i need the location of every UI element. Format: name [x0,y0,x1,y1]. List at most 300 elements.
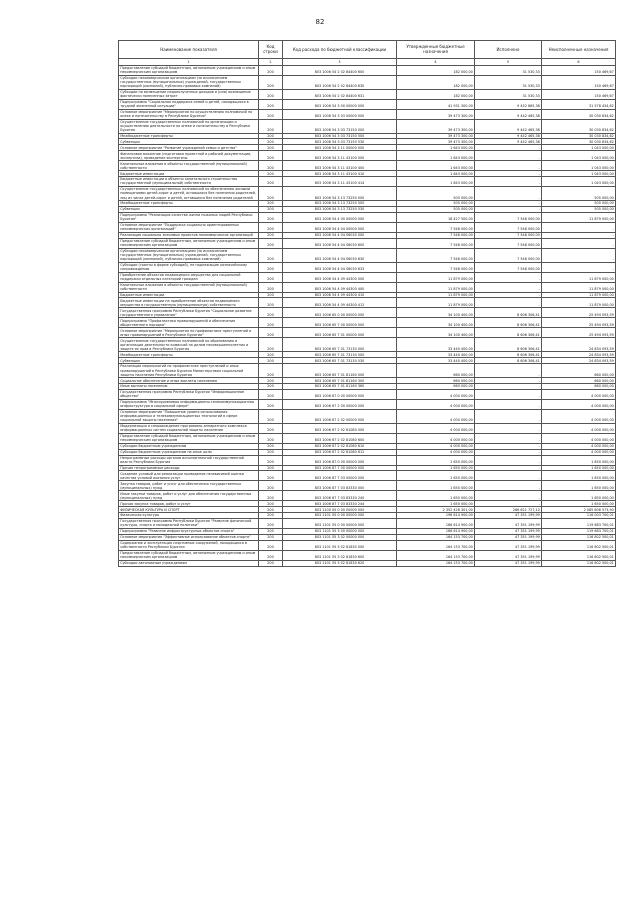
row-executed: 9 452 865,38 [475,99,542,109]
row-code: 200 [259,501,283,507]
row-approved: 164 153 700,00 [397,534,475,540]
row-remaining: 30 030 834,62 [542,133,616,139]
row-approved: 4 000 000,00 [397,449,475,455]
row-remaining: 660 000,00 [542,384,616,390]
row-classification: 803 1006 54 3 11 43100 400 [283,161,397,171]
row-code: 200 [259,378,283,384]
row-approved: 7 548 000,00 [397,222,475,232]
column-index: 6 [542,58,616,65]
row-classification: 803 1006 54 4 04 S6030 633 [283,262,397,272]
row-executed: - [475,282,542,292]
row-remaining: 30 030 834,62 [542,119,616,133]
table-row [119,409,616,423]
row-approved: 34 100 400,00 [397,328,475,338]
row-executed: 9 442 465,38 [475,139,542,145]
row-code: 200 [259,364,283,378]
row-executed: 31 530,33 [475,89,542,99]
row-approved: 166 614 900,00 [397,528,475,534]
row-code: 200 [259,471,283,481]
row-name: Субсидии бюджетным учреждениям [119,443,259,449]
row-code: 200 [259,145,283,151]
row-name: Осуществление государственных полномочий по организации и осуществлению деятельности по опеке и попечительству в Республике Бурятия [119,119,259,133]
table-row [119,119,616,133]
table-row [119,318,616,328]
row-executed: 8 606 306,41 [475,318,542,328]
table-row [119,491,616,501]
row-approved: 1 650 000,00 [397,481,475,491]
row-remaining: 25 494 093,59 [542,318,616,328]
row-executed: 47 351 199,99 [475,528,542,534]
row-executed: 47 351 199,99 [475,560,542,566]
row-name: Государственная программа Республики Бурятия "Информационное общество" [119,389,259,399]
row-name: Модернизация и сопровождение программно-аппаратного комплекса информационных систем социальной защиты населения [119,423,259,433]
row-approved: 1 643 000,00 [397,171,475,177]
row-approved: 166 614 900,00 [397,518,475,528]
row-executed: 47 351 199,99 [475,540,542,550]
row-code: 200 [259,352,283,358]
row-code: 200 [259,65,283,75]
row-code: 200 [259,232,283,238]
row-approved: 11 879 000,00 [397,282,475,292]
row-name: Основное мероприятие "Мероприятия по профилактике преступлений и иных правонарушений в Республике Бурятия" [119,328,259,338]
table-row [119,75,616,89]
row-classification: 803 1006 65 7 01 81160 360 [283,384,397,390]
table-row [119,151,616,161]
table-row [119,282,616,292]
row-name: Подпрограмма "Реализация качества жизни пожилых людей Республики Бурятия" [119,212,259,222]
row-remaining: - [542,238,616,248]
row-classification: 803 1101 55 0 00 00000 000 [283,518,397,528]
row-name: ФИЗИЧЕСКАЯ КУЛЬТУРА И СПОРТ [119,507,259,513]
table-row [119,238,616,248]
row-approved: 1 643 000,00 [397,151,475,161]
row-code: 200 [259,443,283,449]
row-name: Основное мероприятие "Развитие учреждений семьи и детства" [119,145,259,151]
row-executed: 9 442 465,38 [475,109,542,119]
row-code: 200 [259,465,283,471]
row-remaining: 11 879 000,00 [542,272,616,282]
row-code: 200 [259,540,283,550]
row-name: Подпрограмма "Многоуровневая информационно-телекоммуникационная инфраструктура в социальной сфере" [119,399,259,409]
row-name: Реализация социально значимых проектов некоммерческих организаций [119,232,259,238]
row-classification: 803 1100 00 0 00 00000 000 [283,507,397,513]
row-remaining: 11 879 000,00 [542,292,616,298]
row-classification: 803 1006 65 7 01 00000 000 [283,328,397,338]
table-row [119,99,616,109]
row-approved: 11 879 000,00 [397,298,475,308]
row-classification: 803 1006 54 3 03 73150 000 [283,119,397,133]
row-remaining: 31 578 434,62 [542,99,616,109]
row-classification: 803 1006 65 7 01 73130 000 [283,338,397,352]
row-approved: 1 650 000,00 [397,465,475,471]
row-executed: - [475,177,542,187]
row-classification: 803 1006 54 3 11 43100 000 [283,151,397,161]
row-name: Государственная программа Республики Бурятия "Социальное развитие государственного управления" [119,308,259,318]
row-approved: 4 000 000,00 [397,433,475,443]
row-approved: 2 352 428 301,00 [397,507,475,513]
row-approved: 39 473 300,00 [397,119,475,133]
row-remaining: 1 043 000,00 [542,151,616,161]
row-executed: - [475,298,542,308]
row-name: Подпрограмма "Профилактика правонарушений и обеспечение общественного порядка" [119,318,259,328]
row-approved: 660 000,00 [397,378,475,384]
row-approved: 39 473 300,00 [397,139,475,145]
row-remaining: 1 650 000,00 [542,501,616,507]
row-remaining: 116 802 500,01 [542,540,616,550]
row-code: 200 [259,518,283,528]
row-executed: - [475,449,542,455]
row-executed: 31 530,33 [475,75,542,89]
row-approved: 18 427 500,00 [397,212,475,222]
row-classification: 803 1006 54 4 00 00000 000 [283,212,397,222]
row-approved: 34 100 400,00 [397,318,475,328]
row-executed: 31 530,33 [475,65,542,75]
row-name: Осуществление государственных полномочий по образованию и организации деятельности комиссий по делам несовершеннолетних и защите их прав в Республике Бурятия [119,338,259,352]
row-code: 200 [259,206,283,212]
row-name: Субсидии некоммерческим организациям (за исключением государственных (муниципальных) учреждений, государственных корпораций (компаний), публично-правовых компаний) [119,248,259,262]
row-approved: 1 650 000,00 [397,501,475,507]
row-remaining: 30 030 834,62 [542,109,616,119]
row-remaining: 4 000 000,00 [542,443,616,449]
row-remaining: 4 000 000,00 [542,399,616,409]
row-approved: 7 548 000,00 [397,232,475,238]
row-name: Бюджетные инвестиции в объекты капитального строительства государственной (муниципальной) собственности [119,177,259,187]
row-code: 200 [259,481,283,491]
row-approved: 4 000 000,00 [397,389,475,399]
row-classification: 803 1006 54 3 13 73250 000 [283,186,397,200]
row-remaining: 2 085 806 573,90 [542,507,616,513]
row-remaining: 4 000 000,00 [542,449,616,455]
row-code: 200 [259,139,283,145]
table-row [119,364,616,378]
table-row [119,550,616,560]
row-code: 200 [259,186,283,200]
header-executed: Исполнено [475,41,542,59]
row-classification: 803 1006 54 4 09 44300 412 [283,298,397,308]
row-remaining: 150 469,67 [542,65,616,75]
row-approved: 33 440 400,00 [397,338,475,352]
row-code: 200 [259,455,283,465]
row-remaining: 116 802 500,01 [542,560,616,566]
table-row [119,109,616,119]
row-name: Субсидии бюджетным учреждениям на иные цели [119,449,259,455]
row-name: Межбюджетные трансферты [119,201,259,207]
row-approved: 505 000,00 [397,206,475,212]
row-classification: 803 1006 87 0 00 00000 000 [283,455,397,465]
row-remaining: 4 000 000,00 [542,433,616,443]
row-remaining: 1 650 000,00 [542,481,616,491]
row-remaining: 1 043 000,00 [542,171,616,177]
row-classification: 803 1006 87 7 03 00000 000 [283,471,397,481]
row-approved: 4 000 000,00 [397,443,475,449]
table-row [119,222,616,232]
row-executed: 8 606 306,41 [475,358,542,364]
row-remaining: 4 000 000,00 [542,423,616,433]
row-executed: - [475,389,542,399]
row-code: 200 [259,99,283,109]
row-approved: 33 440 400,00 [397,352,475,358]
row-name: Основное мероприятие "Поддержка социально ориентированных некоммерческих организаций" [119,222,259,232]
row-remaining: 1 650 000,00 [542,491,616,501]
row-remaining: 4 000 000,00 [542,389,616,399]
row-remaining: 660 000,00 [542,364,616,378]
row-classification: 803 1006 67 2 02 81080 600 [283,433,397,443]
row-name: Государственная программа Республики Бурятия "Развитие физической культуры, спорта и молодежной политики" [119,518,259,528]
row-code: 200 [259,133,283,139]
row-code: 200 [259,550,283,560]
row-approved: 34 100 400,00 [397,308,475,318]
row-remaining: 660 000,00 [542,378,616,384]
row-approved: 1 650 000,00 [397,455,475,465]
row-code: 200 [259,384,283,390]
row-name: Субсидии некоммерческим организациям (за исключением государственных (муниципальных) учреждений, государственных корпораций (компаний), публично-правовых компаний) [119,75,259,89]
row-remaining: 150 469,67 [542,75,616,89]
row-remaining: - [542,248,616,262]
column-index: 1 [119,58,259,65]
row-remaining: 505 000,00 [542,186,616,200]
row-remaining: 150 469,67 [542,89,616,99]
row-approved: 39 473 300,00 [397,109,475,119]
table-row [119,177,616,187]
row-approved: 11 879 000,00 [397,292,475,298]
row-code: 200 [259,119,283,133]
row-code: 200 [259,409,283,423]
row-classification: 803 1006 67 2 02 81080 612 [283,449,397,455]
row-code: 200 [259,238,283,248]
row-approved: 164 153 700,00 [397,540,475,550]
row-executed: - [475,433,542,443]
table-row [119,540,616,550]
row-executed: - [475,384,542,390]
header-classification: Код расхода по бюджетной классификации [283,41,397,59]
row-name: Предоставление субсидий бюджетным, автономным учреждениям и иным некоммерческим организациям [119,550,259,560]
row-approved: 7 548 000,00 [397,248,475,262]
table-row [119,433,616,443]
row-classification: 803 1006 54 4 04 S6030 600 [283,238,397,248]
row-name: Бюджетные инвестиции на приобретение объектов недвижимого имущества в государственную (муниципальную) собственность [119,298,259,308]
row-executed: - [475,206,542,212]
row-executed: - [475,272,542,282]
row-code: 200 [259,75,283,89]
row-remaining: 25 494 093,59 [542,328,616,338]
row-approved: 39 473 300,00 [397,133,475,139]
table-row [119,338,616,352]
row-approved: 41 931 300,00 [397,99,475,109]
row-approved: 660 000,00 [397,384,475,390]
row-executed: - [475,409,542,423]
row-executed: 8 606 306,41 [475,328,542,338]
row-name: Основное мероприятие "Эффективное использование объектов спорта" [119,534,259,540]
row-executed: - [475,292,542,298]
row-code: 200 [259,89,283,99]
row-executed: - [475,423,542,433]
row-executed: - [475,378,542,384]
table-row [119,389,616,399]
row-classification: 803 1006 67 2 02 81080 610 [283,443,397,449]
row-executed: 7 548 000,00 [475,262,542,272]
table-row [119,518,616,528]
row-executed: - [475,501,542,507]
row-code: 200 [259,338,283,352]
row-approved: 4 000 000,00 [397,399,475,409]
row-name: Финансовое вложение (подготовка проектной и рабочей документации, экспертиза), проведение экспертизы [119,151,259,161]
row-approved: 505 000,00 [397,186,475,200]
row-classification: 803 1006 87 7 03 83330 240 [283,491,397,501]
row-name: Основное мероприятие "Мероприятия по осуществлению полномочий по опеке и попечительству в Республике Бурятия" [119,109,259,119]
row-name: Межбюджетные трансферты [119,133,259,139]
row-name: Приобретение объектов недвижимого имущества для социальной поддержки отдельных категорий граждан [119,272,259,282]
row-classification: 803 1101 55 3 02 81830 620 [283,560,397,566]
table-row [119,308,616,318]
row-name: Субвенции [119,206,259,212]
row-executed: - [475,481,542,491]
row-approved: 1 643 000,00 [397,161,475,171]
row-name: Субсидии на возмещение недополученных доходов и (или) возмещение фактически понесенных затрат [119,89,259,99]
row-classification: 803 1101 55 3 02 81830 600 [283,550,397,560]
row-code: 200 [259,298,283,308]
row-approved: 505 000,00 [397,201,475,207]
row-classification: 803 1006 54 4 09 44300 000 [283,272,397,282]
row-name: Прочие непрограммные расходы [119,465,259,471]
row-name: Капитальные вложения в объекты государственной (муниципальной) собственности [119,282,259,292]
table-row [119,272,616,282]
row-name: Физическая культура [119,513,259,519]
row-remaining: 24 834 093,59 [542,352,616,358]
row-classification: 803 1006 54 3 00 00000 000 [283,99,397,109]
row-approved: 11 879 000,00 [397,272,475,282]
row-executed: 8 606 306,41 [475,308,542,318]
row-classification: 803 1006 54 2 02 84400 630 [283,75,397,89]
row-name: Подпрограмма "Социальная поддержка семей и детей, находящихся в трудной жизненной ситуации" [119,99,259,109]
row-name: Содержание и эксплуатация спортивных сооружений, находящихся в собственности Республики Бурятия [119,540,259,550]
column-index: 3 [283,58,397,65]
row-classification: 803 1006 54 4 09 44300 400 [283,282,397,292]
row-name: Социальное обеспечение и иные выплаты населению [119,378,259,384]
row-classification: 803 1006 65 0 00 00000 000 [283,308,397,318]
row-name: Субсидии (гранты в форме субсидий), не подлежащие казначейскому сопровождению [119,262,259,272]
row-name: Бюджетные инвестиции [119,292,259,298]
row-classification: 803 1101 00 0 00 00000 000 [283,513,397,519]
row-remaining: 1 650 000,00 [542,465,616,471]
table-row [119,328,616,338]
row-approved: 182 000,00 [397,89,475,99]
row-classification: 803 1006 65 7 00 00000 000 [283,318,397,328]
row-executed: - [475,145,542,151]
column-index: 4 [397,58,475,65]
row-remaining: 11 879 000,00 [542,212,616,222]
row-approved: 33 440 400,00 [397,358,475,364]
row-code: 200 [259,262,283,272]
row-executed: - [475,161,542,171]
row-code: 200 [259,282,283,292]
row-code: 200 [259,292,283,298]
row-name: Реализация мероприятий по профилактике преступлений и иных правонарушений в Республике Бурятия Министерством социальной защиты населения Республики Бурятия [119,364,259,378]
row-classification: 803 1006 54 3 03 73150 500 [283,133,397,139]
row-classification: 803 1006 87 7 00 00000 000 [283,465,397,471]
row-code: 200 [259,528,283,534]
row-executed: 9 442 465,38 [475,119,542,133]
row-classification: 803 1006 54 3 13 73250 500 [283,201,397,207]
row-remaining: 505 000,00 [542,206,616,212]
header-row [119,41,616,59]
table-row [119,481,616,491]
column-index-row [119,58,616,65]
row-classification: 803 1006 67 0 00 00000 000 [283,389,397,399]
row-approved: 182 000,00 [397,65,475,75]
row-code: 200 [259,272,283,282]
row-remaining: 116 802 500,01 [542,534,616,540]
table-row [119,399,616,409]
table-row [119,423,616,433]
row-executed: 8 606 306,41 [475,338,542,352]
row-classification: 803 1006 67 2 00 00000 000 [283,399,397,409]
row-name: Непрограммные расходы органов исполнительной государственной власти Республики Бурятия [119,455,259,465]
row-classification: 803 1006 67 2 02 00000 000 [283,409,397,423]
row-classification: 803 1006 65 7 01 73130 530 [283,358,397,364]
table-row [119,298,616,308]
row-classification: 803 1006 54 3 11 43100 410 [283,171,397,177]
row-classification: 803 1006 54 4 04 00000 000 [283,222,397,232]
row-classification: 803 1006 54 2 02 84400 631 [283,89,397,99]
row-remaining: 1 043 000,00 [542,161,616,171]
row-executed: - [475,201,542,207]
row-code: 200 [259,222,283,232]
budget-execution-table [118,40,616,567]
page-number: 82 [315,18,325,26]
table-row [119,89,616,99]
row-remaining: 24 834 093,59 [542,358,616,364]
row-remaining: 11 879 000,00 [542,298,616,308]
row-name: Субвенции [119,139,259,145]
row-executed: 7 548 000,00 [475,222,542,232]
row-classification: 803 1006 67 2 02 81080 000 [283,423,397,433]
row-executed: - [475,399,542,409]
row-remaining: 24 834 093,59 [542,338,616,352]
table-row [119,262,616,272]
row-name: Прочая закупка товаров, работ и услуг [119,501,259,507]
row-code: 200 [259,318,283,328]
table-row [119,455,616,465]
row-executed: 47 351 199,99 [475,513,542,519]
row-name: Иные выплаты населению [119,384,259,390]
header-approved: Утвержденные бюджетные назначения [397,41,475,59]
row-code: 200 [259,109,283,119]
row-approved: 1 643 000,00 [397,145,475,151]
row-remaining: 11 879 000,00 [542,282,616,292]
row-classification: 803 1006 87 7 03 83330 244 [283,501,397,507]
row-name: Создание условий для реализации проведения независимой оценки качества условий оказания услуг [119,471,259,481]
row-name: Осуществление государственных полномочий по обеспечению жилыми помещениями детей-сирот и детей, оставшихся без попечения родителей, лиц из числа детей-сирот и детей, оставшихся без попечения родителей [119,186,259,200]
table-row [119,248,616,262]
row-remaining: 25 494 093,59 [542,308,616,318]
row-remaining: - [542,222,616,232]
row-code: 200 [259,201,283,207]
row-name: Субвенции [119,358,259,364]
row-code: 200 [259,433,283,443]
row-code: 200 [259,177,283,187]
row-code: 200 [259,151,283,161]
row-approved: 1 650 000,00 [397,471,475,481]
row-approved: 7 548 000,00 [397,262,475,272]
row-code: 200 [259,491,283,501]
row-name: Бюджетные инвестиции [119,171,259,177]
row-approved: 182 000,00 [397,75,475,89]
row-classification: 803 1006 54 4 04 S6030 630 [283,248,397,262]
row-approved: 1 643 000,00 [397,177,475,187]
row-executed: - [475,491,542,501]
row-executed: 266 621 727,10 [475,507,542,513]
row-classification: 803 1101 55 3 00 00000 000 [283,528,397,534]
